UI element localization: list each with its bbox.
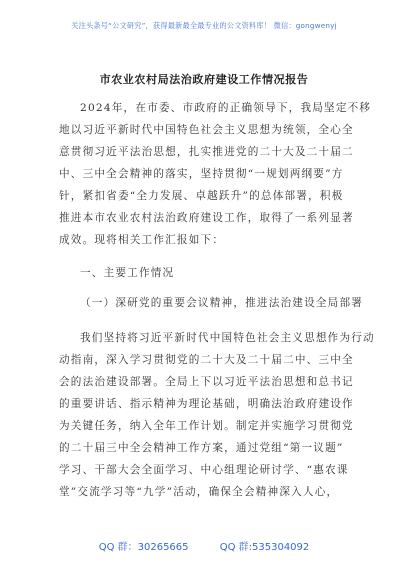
intro-line: 推进本市农业农村法治政府建设工作，取得了一系列显著	[59, 212, 354, 224]
intro-line: 2024年，在市委、市政府的正确领导下，我局坚定不移	[80, 102, 372, 114]
body-line: 的二十届三中全会精神工作方案，通过党组“第一议题”	[59, 442, 344, 454]
body-line: 会的法治建设部署。全局上下以习近平法治思想和总书记	[59, 376, 354, 388]
intro-line: 针，紧扣省委“全力发展、卓越跃升”的总体部署，积极	[59, 190, 344, 202]
subsection-heading: （一）深研党的重要会议精神，推进法治建设全局部署	[80, 297, 364, 309]
body-line: 学习、干部大会全面学习、中心组理论研讨学、“惠农课	[59, 464, 349, 476]
body-line: 堂”交流学习等“九学”活动，确保全会精神深入人心，	[59, 486, 339, 498]
body-line: 为关键任务，纳入全年工作计划。制定并实施学习贯彻党	[59, 420, 354, 432]
document-title: 市农业农村局法治政府建设工作情况报告	[99, 73, 309, 86]
section-heading: 一、主要工作情况	[80, 267, 175, 279]
body-line: 我们坚持将习近平新时代中国特色社会主义思想作为行动	[80, 332, 375, 344]
qq-group-1[interactable]: QQ 群：30265665	[98, 542, 189, 553]
intro-line: 成效。现将相关工作汇报如下：	[59, 234, 225, 246]
body-line: 的重要讲话、指示精神为理论基础，明确法治政府建设作	[59, 398, 354, 410]
intro-line: 地以习近平新时代中国特色社会主义思想为统领，全心全	[59, 124, 354, 136]
header-banner[interactable]: 关注头条号“公文研究”，获得最新最全最专业的公文资料库！ 微信：gongwenyj	[71, 21, 337, 30]
intro-line: 意贯彻习近平法治思想，扎实推进党的二十大及二十届二	[59, 146, 354, 158]
body-line: 动指南，深入学习贯彻党的二十大及二十届二中、三中全	[59, 354, 354, 366]
qq-group-2[interactable]: QQ 群:535304092	[219, 542, 310, 553]
intro-line: 中、三中全会精神的落实，坚持贯彻“一规划两纲要”方	[59, 168, 344, 180]
footer-contact	[0, 538, 408, 553]
